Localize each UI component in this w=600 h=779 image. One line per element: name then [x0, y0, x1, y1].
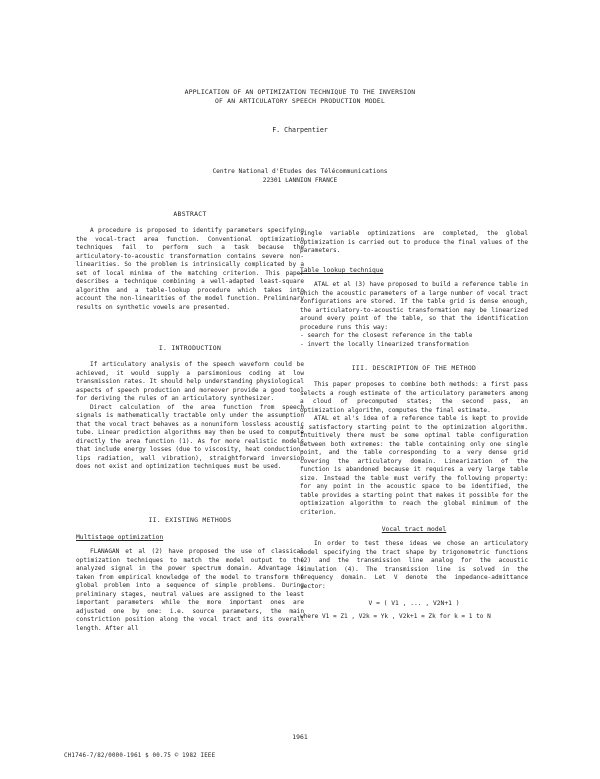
existing-methods-heading: II. EXISTING METHODS: [148, 516, 232, 524]
affiliation-line-2: 22301 LANNION FRANCE: [262, 176, 338, 184]
multistage-continued-text: single variable optimizations are completed, the global optimization is carried out to produce the final values of the parameters.: [300, 230, 528, 254]
abstract-section: [76, 210, 304, 312]
author-name: F. Charpentier: [272, 126, 328, 134]
table-lookup-paragraph: ATAL et al (3) have proposed to build a reference table in which the acoustic parameters of a large number of vocal tract configurations are stored. If the table grid is dense enough, the articulatory-to-acoustic transformation may be linearized around every point of the table, so that the identification procedure runs this way:: [300, 281, 528, 331]
introduction-section: [76, 344, 304, 472]
method-heading: III. DESCRIPTION OF THE METHOD: [351, 364, 477, 372]
introduction-heading: I. INTRODUCTION: [158, 344, 222, 352]
vector-definition-line: where V1 = Z1 , V2k = Yk , V2k+1 = Zk for k = 1 to N: [300, 613, 491, 620]
title-line-1: APPLICATION OF AN OPTIMIZATION TECHNIQUE TO THE INVERSION: [184, 88, 416, 96]
page-number: 1961: [292, 733, 308, 741]
abstract-text: A procedure is proposed to identify parameters specifying the vocal-tract area function. Conventional optimization techniques fail to perform such a task because the articulatory-to-acoustic transformation contains severe non-linearities. So the problem is intrinsically complicated by a set of local minima of the matching criterion. This paper describes a technique combining a well-adapted least-square algorithm and a table-lookup procedure which takes into account the non-linearities of the model function. Preliminary results on synthetic vowels are presented.: [76, 227, 304, 311]
affiliation-line-1: Centre National d'Etudes des Télécommunications: [212, 168, 388, 175]
multistage-subheading: Multistage optimization: [76, 534, 164, 541]
table-lookup-subheading: Table lookup technique: [300, 267, 384, 274]
method-paragraph-1: This paper proposes to combine both methods: a first pass selects a rough estimate of the articulatory parameters among a cloud of precomputed states; the second pass, an optimization algorithm, computes the final estimate.: [300, 381, 528, 414]
table-lookup-list-item-1: - search for the closest reference in the table: [300, 332, 473, 339]
introduction-paragraph-1: If articulatory analysis of the speech waveform could be achieved, it would supply a parsimonious coding at low transmission rates. It should help understanding physiological aspects of speech production and moreover provide a good tool for deriving the rules of an articulatory synthesizer.: [76, 361, 304, 402]
vocal-tract-paragraph: In order to test these ideas we chose an articulatory model specifying the tract shape by trigonometric functions (2) and the transmission line analog for the acoustic simulation (4). The transmission line is solved in the frequency domain. Let V denote the impedance-admittance vector:: [300, 540, 528, 590]
impedance-vector-equation: V = ( V1 , ... , V2N+1 ): [368, 600, 460, 607]
table-lookup-section: [300, 266, 528, 349]
affiliation: [0, 168, 600, 185]
title-line-2: OF AN ARTICULATORY SPEECH PRODUCTION MODEL: [215, 96, 385, 105]
introduction-paragraph-2: Direct calculation of the area function from speech signals is mathematically tractable only under the assumption that the vocal tract behaves as a nonuniform lossless acoustic tube. Linear prediction algorithms may then be used to compute directly the area function (1). As for more realistic models that include energy losses (due to viscosity, heat conduction, lips radiation, wall vibration), straightforward inversion does not exist and optimization techniques must be used.: [76, 403, 304, 470]
method-paragraph-2: ATAL et al's idea of a reference table is kept to provide a satisfactory starting point to the optimization algorithm. Intuitively there must be some optimal table configuration between both extremes: the table containing only one single point, and the table corresponding to a very dense grid covering the articulatory domain. Linearization of the function is abandoned because it requires a very large table size. Instead the table must verify the following property: for any point in the acoustic space to be identified, the table provides a starting point that makes it possible for the optimization algorithm to reach the global minimum of the criterion.: [300, 415, 528, 516]
vocal-tract-subheading: Vocal tract model: [381, 526, 447, 533]
multistage-continued: [300, 230, 528, 256]
method-description-section: [300, 364, 528, 621]
paper-title: [0, 88, 600, 105]
abstract-heading: ABSTRACT: [173, 210, 207, 218]
existing-methods-section: [76, 516, 304, 633]
table-lookup-list-item-2: - invert the locally linearized transformation: [300, 340, 469, 348]
ieee-copyright-code: CH1746-7/82/0000-1961 $ 00.75 © 1982 IEEE: [64, 753, 216, 759]
multistage-paragraph: FLANAGAN et al (2) have proposed the use of classical optimization techniques to match the model output to the analyzed signal in the power spectrum domain. Advantage is taken from empirical knowledge of the model to transform the global problem into a sequence of simple problems. During preliminary stages, neutral values are assigned to the least important parameters while the more important ones are adjusted one by one: i.e. source parameters, the main constriction position along the vocal tract and its overall length. After all: [76, 548, 304, 632]
